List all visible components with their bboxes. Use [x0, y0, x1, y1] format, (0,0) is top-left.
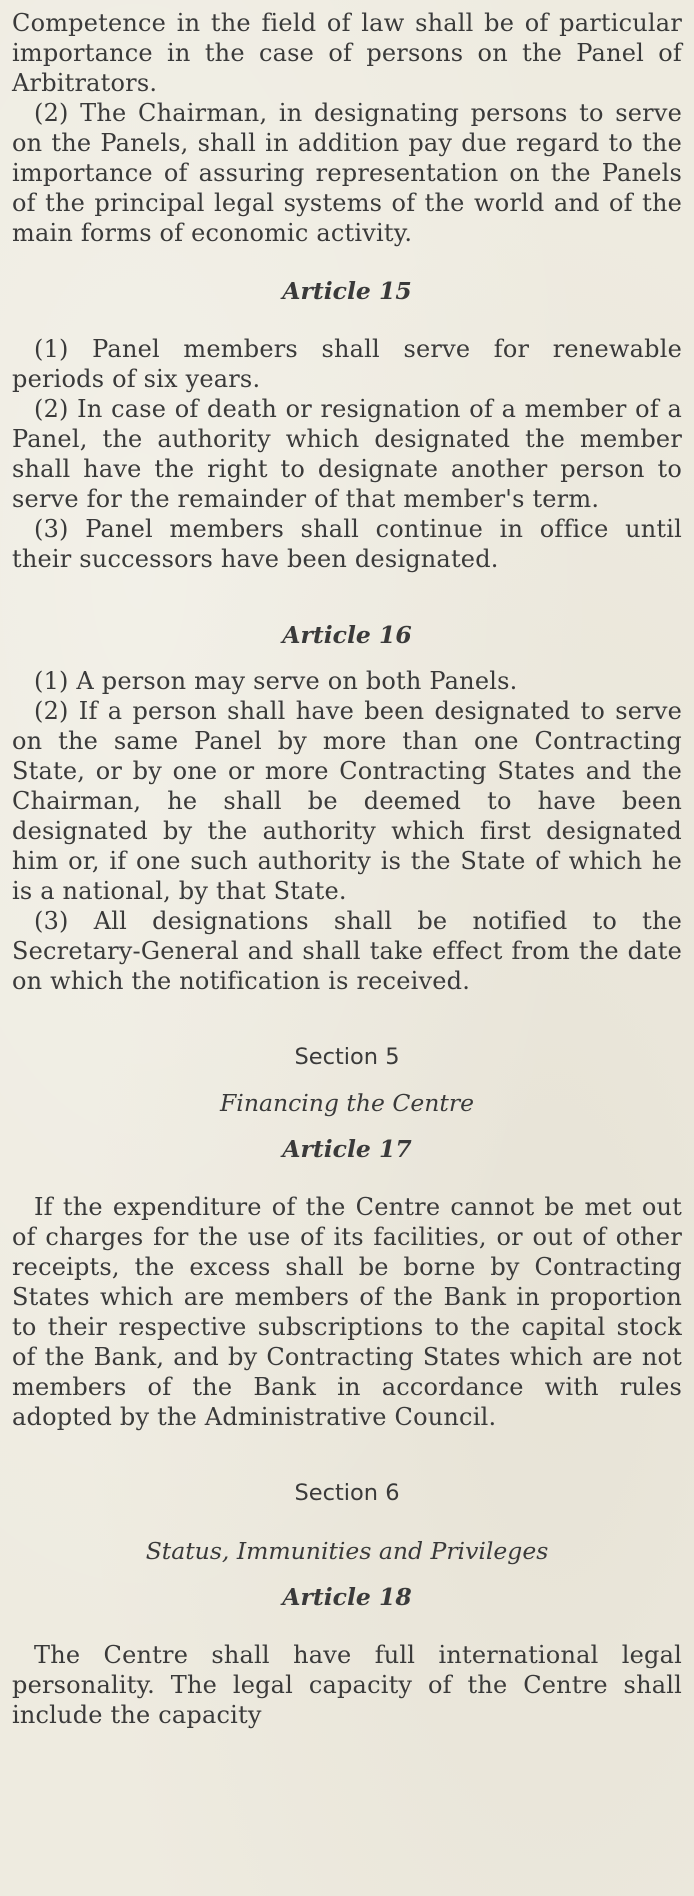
article-16-para-3: (3) All designations shall be notified to the Secretary-General and shall take effect from the date on which the notification is received. — [12, 907, 682, 995]
paragraph-chairman-designation: (2) The Chairman, in designating persons to serve on the Panels, shall in addition pay due regard to the importance of assuring representation on the Panels of the principal legal systems of the world and of the main forms of economic activity. — [12, 99, 682, 247]
article-15-para-1: (1) Panel members shall serve for renewable periods of six years. — [12, 335, 682, 393]
article-18-para: The Centre shall have full international legal personality. The legal capacity of the Centre shall include the capacity — [12, 1641, 682, 1729]
article-15-para-2: (2) In case of death or resignation of a member of a Panel, the authority which designated the member shall have the right to designate another person to serve for the remainder of that member's term. — [12, 395, 682, 513]
section-5-title: Financing the Centre — [220, 1089, 474, 1117]
paragraph-panel-arbitrators: Competence in the field of law shall be of particular importance in the case of persons on the Panel of Arbitrators. — [12, 9, 682, 97]
article-15-para-3: (3) Panel members shall continue in office until their successors have been designated. — [12, 515, 682, 573]
section-5-heading: Section 5 — [294, 1044, 400, 1070]
article-16-para-1: (1) A person may serve on both Panels. — [34, 667, 518, 695]
article-16-heading: Article 16 — [282, 621, 412, 649]
article-18-heading: Article 18 — [282, 1583, 412, 1611]
section-6-title: Status, Immunities and Privileges — [145, 1537, 549, 1565]
article-17-para: If the expenditure of the Centre cannot be met out of charges for the use of its facilities, or out of other receipts, the excess shall be borne by Contracting States which are members of the Bank in proportion to their respective subscriptions to the capital stock of the Bank, and by Contracting States which are not members of the Bank in accordance with rules adopted by the Administrative Council. — [12, 1193, 682, 1431]
section-6-heading: Section 6 — [294, 1480, 400, 1506]
article-16-para-2: (2) If a person shall have been designated to serve on the same Panel by more than one Contracting State, or by one or more Contracting States and the Chairman, he shall be deemed to have been designated by the authority which first designated him or, if one such authority is the State of which he is a national, by that State. — [12, 697, 682, 905]
article-17-heading: Article 17 — [282, 1135, 412, 1163]
article-15-heading: Article 15 — [282, 277, 412, 305]
